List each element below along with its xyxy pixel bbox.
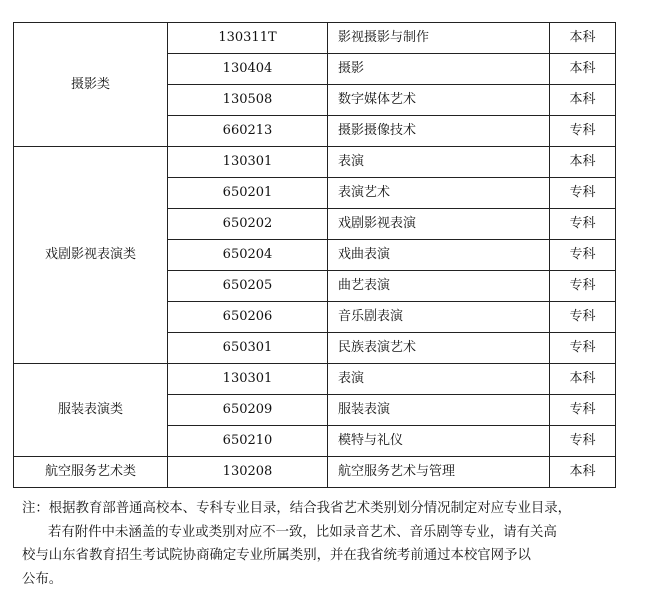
education-level-cell: 专科 [550,271,616,302]
education-level-cell: 本科 [550,364,616,395]
education-level-cell: 专科 [550,178,616,209]
table-row [14,23,616,54]
major-name-cell: 民族表演艺术 [328,333,550,364]
education-level-cell: 专科 [550,333,616,364]
major-code-cell: 650209 [168,395,328,426]
footnote-line: 公布。 [22,571,63,587]
footnote [22,497,628,591]
major-code-cell: 130301 [168,147,328,178]
major-code-cell: 130311T [168,23,328,54]
major-name-cell: 数字媒体艺术 [328,85,550,116]
major-name-cell: 戏剧影视表演 [328,209,550,240]
major-name-cell: 表演 [328,147,550,178]
major-code-cell: 130208 [168,457,328,488]
table-row [14,457,616,488]
category-cell: 戏剧影视表演类 [14,147,168,364]
footnote-line: 注：根据教育部普通高校本、专科专业目录，结合我省艺术类别划分情况制定对应专业目录， [22,501,572,516]
major-code-cell: 660213 [168,116,328,147]
category-cell: 航空服务艺术类 [14,457,168,488]
major-catalog-table [13,22,616,488]
major-code-cell: 650202 [168,209,328,240]
footnote-line: 校与山东省教育招生考试院协商确定专业所属类别，并在我省统考前通过本校官网予以 [22,548,531,563]
education-level-cell: 专科 [550,116,616,147]
major-name-cell: 表演艺术 [328,178,550,209]
category-cell: 服装表演类 [14,364,168,457]
major-name-cell: 模特与礼仪 [328,426,550,457]
major-code-cell: 650201 [168,178,328,209]
table-row [14,147,616,178]
major-code-cell: 650206 [168,302,328,333]
major-code-cell: 130301 [168,364,328,395]
major-name-cell: 曲艺表演 [328,271,550,302]
category-cell: 摄影类 [14,23,168,147]
table-row [14,364,616,395]
education-level-cell: 专科 [550,240,616,271]
education-level-cell: 本科 [550,457,616,488]
education-level-cell: 本科 [550,23,616,54]
major-name-cell: 戏曲表演 [328,240,550,271]
major-code-cell: 650301 [168,333,328,364]
education-level-cell: 专科 [550,302,616,333]
education-level-cell: 专科 [550,395,616,426]
major-code-cell: 650204 [168,240,328,271]
education-level-cell: 本科 [550,147,616,178]
major-name-cell: 摄影摄像技术 [328,116,550,147]
major-name-cell: 音乐剧表演 [328,302,550,333]
major-name-cell: 表演 [328,364,550,395]
education-level-cell: 本科 [550,54,616,85]
major-code-cell: 650205 [168,271,328,302]
footnote-line: 若有附件中未涵盖的专业或类别对应不一致，比如录音艺术、音乐剧等专业，请有关高 [48,524,557,540]
education-level-cell: 专科 [550,426,616,457]
education-level-cell: 专科 [550,209,616,240]
education-level-cell: 本科 [550,85,616,116]
major-name-cell: 影视摄影与制作 [328,23,550,54]
major-name-cell: 摄影 [328,54,550,85]
major-code-cell: 650210 [168,426,328,457]
major-code-cell: 130404 [168,54,328,85]
major-name-cell: 航空服务艺术与管理 [328,457,550,488]
major-code-cell: 130508 [168,85,328,116]
major-name-cell: 服装表演 [328,395,550,426]
